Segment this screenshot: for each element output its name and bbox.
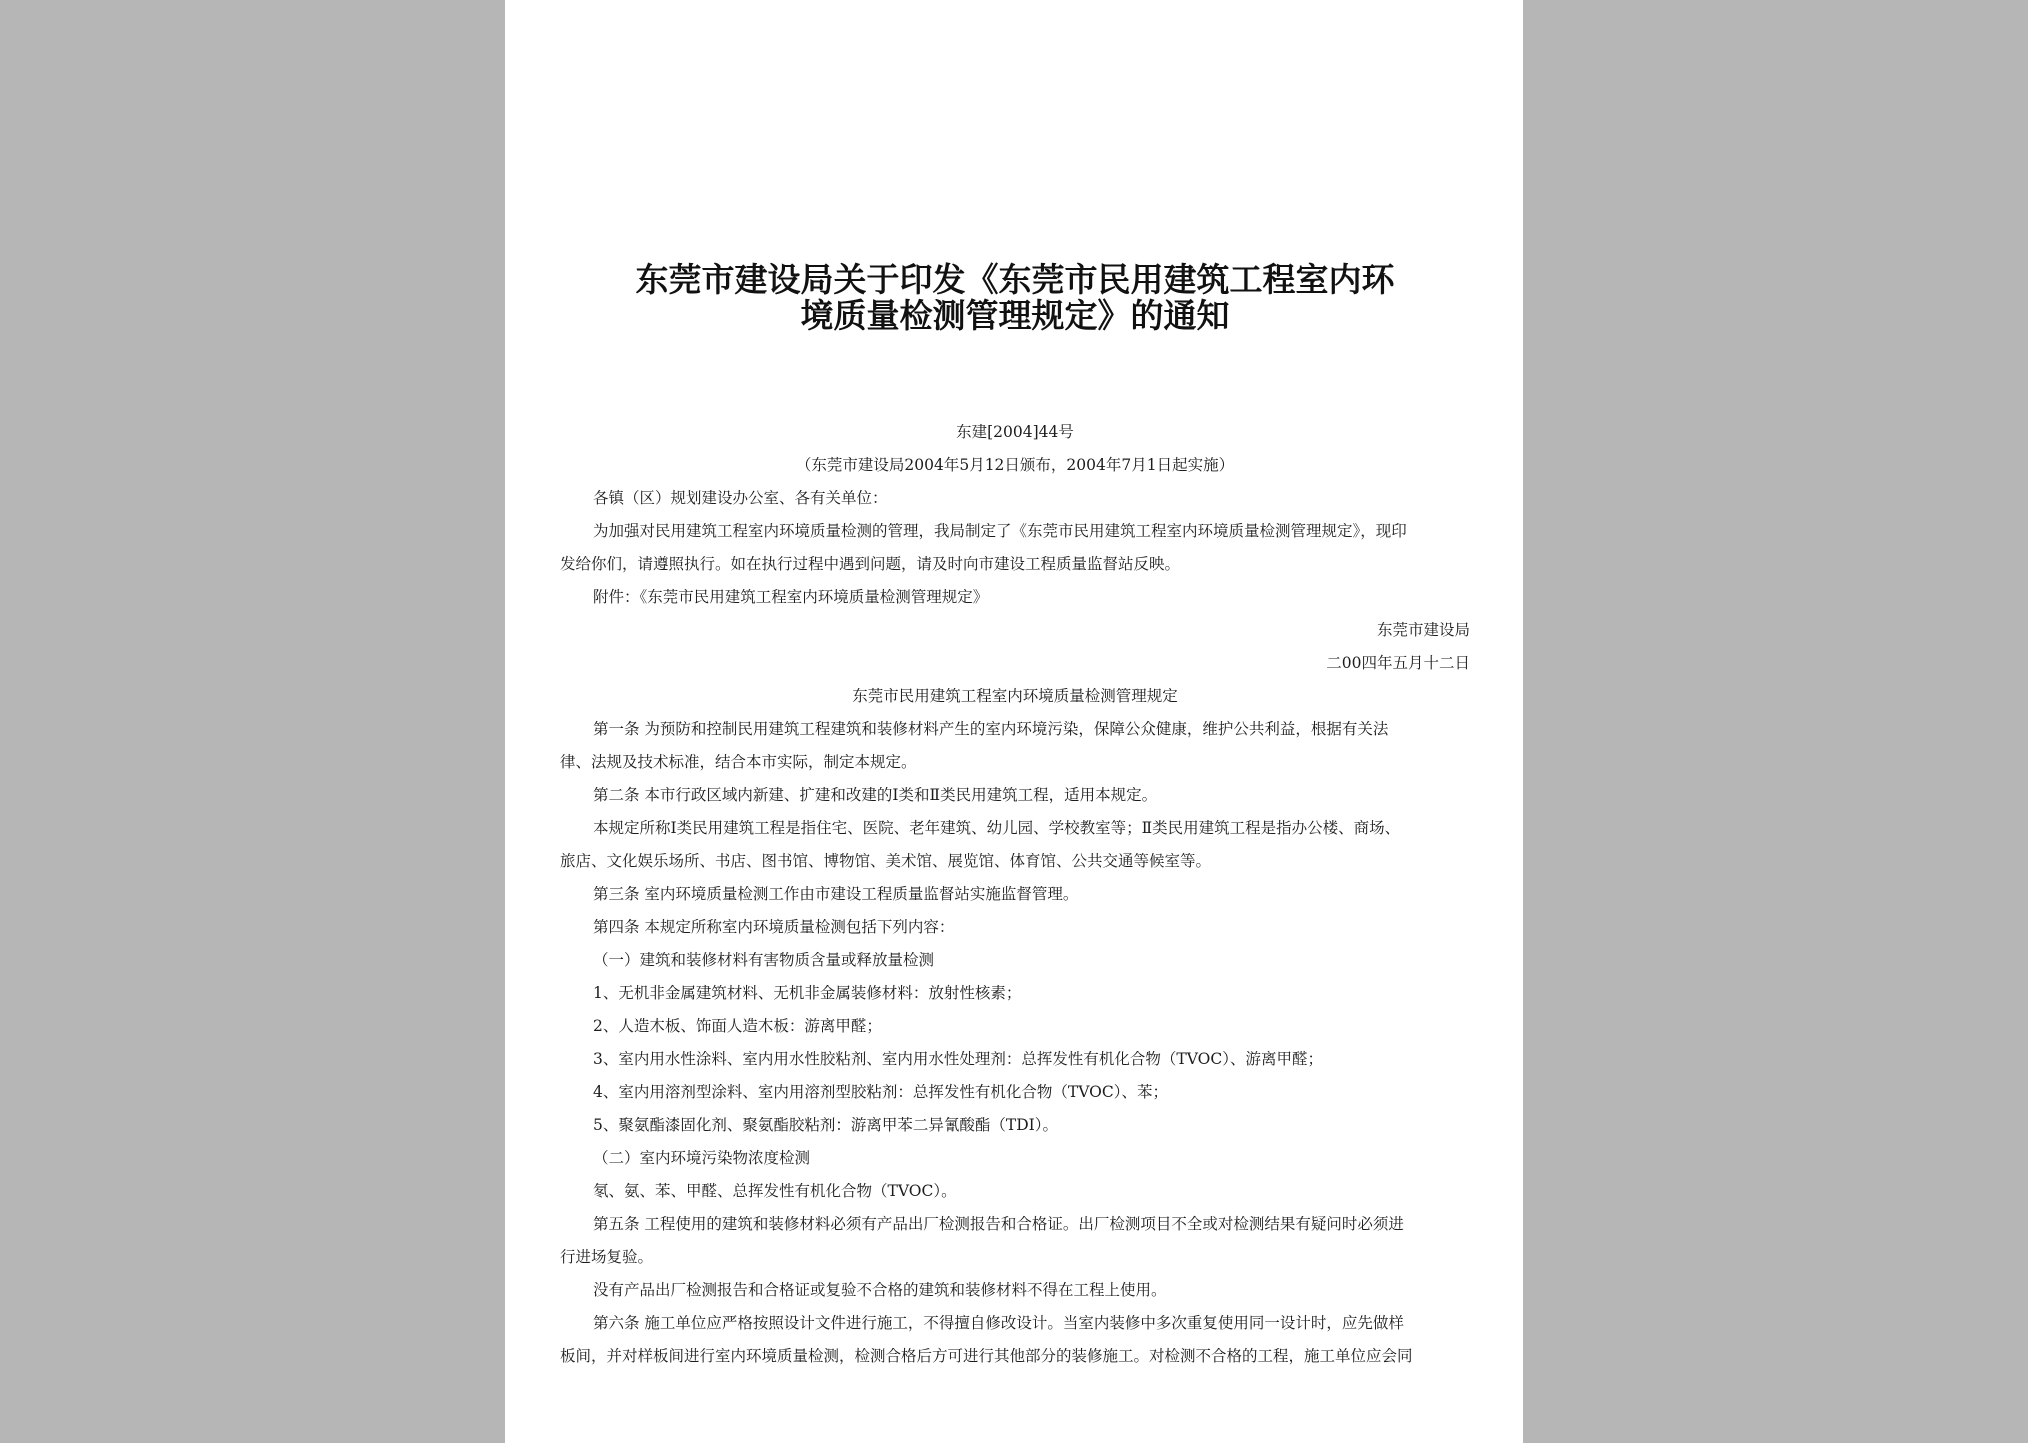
regulation-line: 律、法规及技术标准，结合本市实际，制定本规定。 bbox=[560, 753, 917, 771]
document-title bbox=[560, 262, 1470, 334]
regulation-line: 第一条 为预防和控制民用建筑工程建筑和装修材料产生的室内环境污染，保障公众健康，维护公共利益，根据有关法 bbox=[593, 720, 1389, 738]
document-title-line: 境质量检测管理规定》的通知 bbox=[800, 296, 1230, 335]
regulation-line: 第三条 室内环境质量检测工作由市建设工程质量监督站实施监督管理。 bbox=[593, 885, 1079, 903]
regulation-line: 第六条 施工单位应严格按照设计文件进行施工，不得擅自修改设计。当室内装修中多次重复使用同一设计时，应先做样 bbox=[593, 1314, 1404, 1332]
document-title-line: 东莞市建设局关于印发《东莞市民用建筑工程室内环 bbox=[635, 260, 1395, 299]
regulation-line: 没有产品出厂检测报告和合格证或复验不合格的建筑和装修材料不得在工程上使用。 bbox=[593, 1281, 1167, 1299]
regulation-line: 行进场复验。 bbox=[560, 1248, 654, 1266]
body-paragraph-line: 为加强对民用建筑工程室内环境质量检测的管理，我局制定了《东莞市民用建筑工程室内环境质量检测管理规定》，现印 bbox=[593, 522, 1407, 540]
document-number: 东建[2004]44号 bbox=[956, 423, 1074, 441]
document-page bbox=[505, 0, 1523, 1443]
regulation-line: 旅店、文化娱乐场所、书店、图书馆、博物馆、美术馆、展览馆、体育馆、公共交通等候室等。 bbox=[560, 852, 1212, 870]
regulation-line: 氡、氨、苯、甲醛、总挥发性有机化合物（TVOC）。 bbox=[593, 1182, 957, 1200]
regulation-line: 板间，并对样板间进行室内环境质量检测，检测合格后方可进行其他部分的装修施工。对检测不合格的工程，施工单位应会同 bbox=[560, 1347, 1413, 1365]
regulation-line: 4、室内用溶剂型涂料、室内用溶剂型胶粘剂：总挥发性有机化合物（TVOC）、苯； bbox=[593, 1083, 1168, 1101]
body-paragraph-line: 发给你们，请遵照执行。如在执行过程中遇到问题，请及时向市建设工程质量监督站反映。 bbox=[560, 555, 1181, 573]
regulation-line: 5、聚氨酯漆固化剂、聚氨酯胶粘剂：游离甲苯二异氰酸酯（TDI）。 bbox=[593, 1116, 1059, 1134]
regulation-title: 东莞市民用建筑工程室内环境质量检测管理规定 bbox=[852, 687, 1178, 705]
regulation-line: 2、人造木板、饰面人造木板：游离甲醛； bbox=[593, 1017, 882, 1035]
regulation-line: 3、室内用水性涂料、室内用水性胶粘剂、室内用水性处理剂：总挥发性有机化合物（TVOC）、游离甲醛； bbox=[593, 1050, 1323, 1068]
attachment-line: 附件：《东莞市民用建筑工程室内环境质量检测管理规定》 bbox=[593, 588, 989, 606]
signature-line: 东莞市建设局 bbox=[1376, 621, 1470, 639]
regulation-line: 1、无机非金属建筑材料、无机非金属装修材料：放射性核素； bbox=[593, 984, 1022, 1002]
regulation-line: （二）室内环境污染物浓度检测 bbox=[593, 1149, 811, 1167]
issue-note: （东莞市建设局2004年5月12日颁布，2004年7月1日起实施） bbox=[795, 456, 1235, 474]
date-line: 二00四年五月十二日 bbox=[1326, 654, 1470, 672]
recipients-line: 各镇（区）规划建设办公室、各有关单位： bbox=[593, 489, 888, 507]
regulation-line: 第四条 本规定所称室内环境质量检测包括下列内容： bbox=[593, 918, 955, 936]
regulation-line: 本规定所称Ⅰ类民用建筑工程是指住宅、医院、老年建筑、幼儿园、学校教室等；Ⅱ类民用建筑工程是指办公楼、商场、 bbox=[593, 819, 1401, 837]
regulation-line: 第五条 工程使用的建筑和装修材料必须有产品出厂检测报告和合格证。出厂检测项目不全或对检测结果有疑问时必须进 bbox=[593, 1215, 1404, 1233]
regulation-line: （一）建筑和装修材料有害物质含量或释放量检测 bbox=[593, 951, 935, 969]
regulation-line: 第二条 本市行政区域内新建、扩建和改建的Ⅰ类和Ⅱ类民用建筑工程，适用本规定。 bbox=[593, 786, 1158, 804]
